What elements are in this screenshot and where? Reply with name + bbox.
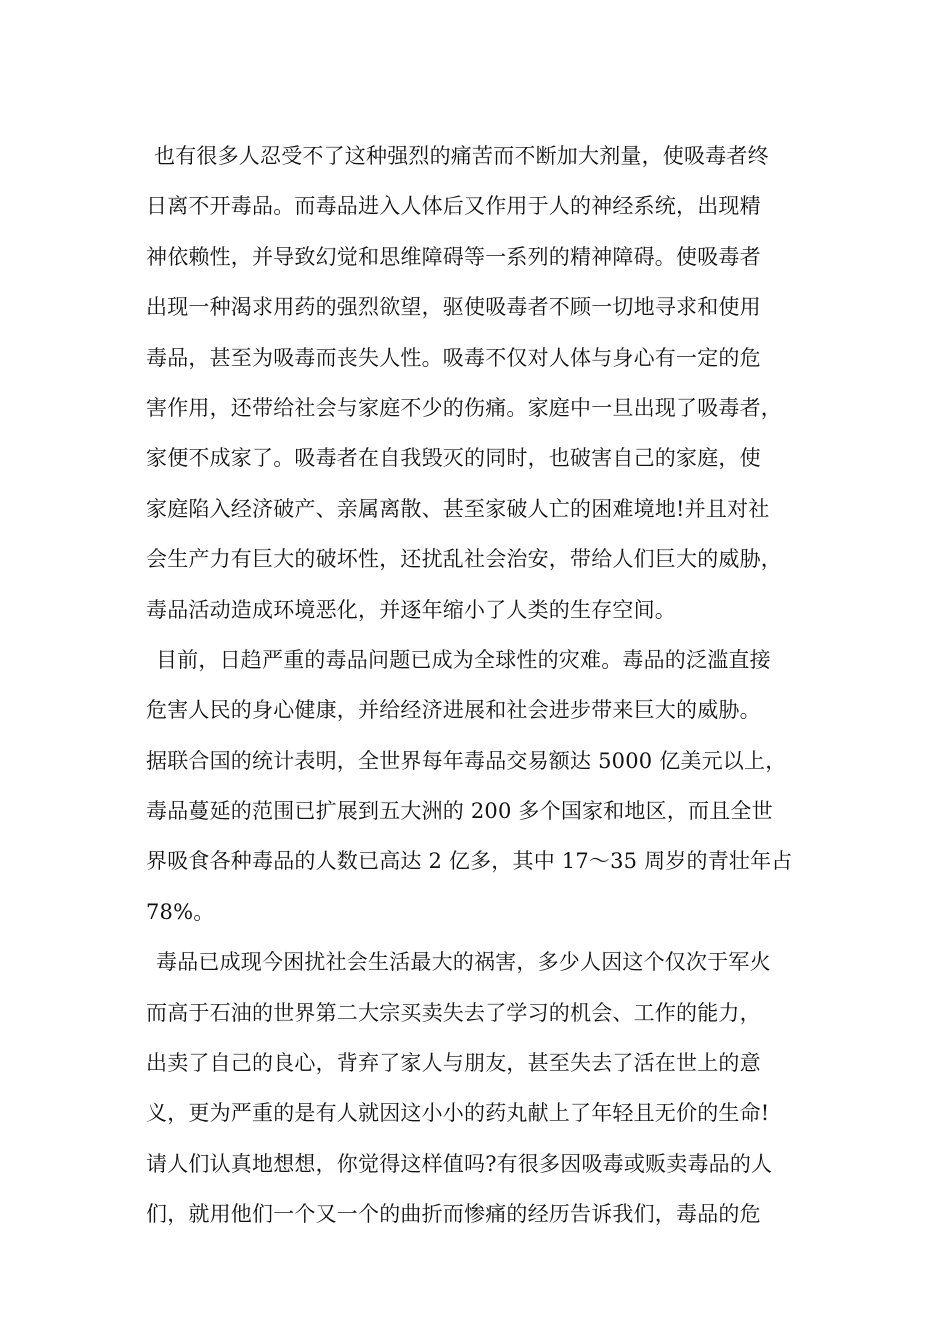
text-line: 日离不开毒品。而毒品进入人体后又作用于人的神经系统，出现精 <box>146 194 761 219</box>
text-line: 毒品，甚至为吸毒而丧失人性。吸毒不仅对人体与身心有一定的危 <box>146 345 761 370</box>
text-line: 毒品蔓延的范围已扩展到五大洲的 200 多个国家和地区，而且全世 <box>146 799 773 824</box>
text-line: 78%。 <box>146 899 215 924</box>
document-body <box>146 131 826 1240</box>
text-line: 害作用，还带给社会与家庭不少的伤痛。家庭中一旦出现了吸毒者， <box>146 395 782 420</box>
text-line: 也有很多人忍受不了这种强烈的痛苦而不断加大剂量，使吸毒者终 <box>154 144 769 168</box>
text-line: 请人们认真地想想，你觉得这样值吗?有很多因吸毒或贩卖毒品的人 <box>146 1151 773 1176</box>
text-line: 神依赖性，并导致幻觉和思维障碍等一系列的精神障碍。使吸毒者 <box>146 244 761 269</box>
text-line: 义，更为严重的是有人就因这小小的药丸献上了年轻且无价的生命! <box>146 1101 770 1126</box>
text-line: 们，就用他们一个又一个的曲折而惨痛的经历告诉我们，毒品的危 <box>146 1202 761 1227</box>
text-line: 出卖了自己的良心，背弃了家人与朋友，甚至失去了活在世上的意 <box>146 1051 761 1076</box>
text-line: 会生产力有巨大的破坏性，还扰乱社会治安，带给人们巨大的威胁， <box>146 547 782 572</box>
text-line: 出现一种渴求用药的强烈欲望，驱使吸毒者不顾一切地寻求和使用 <box>146 295 761 320</box>
text-line: 而高于石油的世界第二大宗买卖失去了学习的机会、工作的能力， <box>146 1000 761 1025</box>
text-line: 家庭陷入经济破产、亲属离散、甚至家破人亡的困难境地!并且对社 <box>146 496 770 521</box>
text-line: 界吸食各种毒品的人数已高达 2 亿多，其中 17～35 周岁的青壮年占 <box>146 849 793 874</box>
text-line: 据联合国的统计表明，全世界每年毒品交易额达 5000 亿美元以上， <box>146 748 787 773</box>
text-line: 家便不成家了。吸毒者在自我毁灭的同时，也破害自己的家庭，使 <box>146 446 761 471</box>
text-line: 目前，日趋严重的毒品问题已成为全球性的灾难。毒品的泛滥直接 <box>156 647 771 672</box>
text-line: 危害人民的身心健康，并给经济进展和社会进步带来巨大的威胁。 <box>146 698 761 723</box>
text-line: 毒品已成现今困扰社会生活最大的祸害，多少人因这个仅次于军火 <box>156 950 771 975</box>
text-line: 毒品活动造成环境恶化，并逐年缩小了人类的生存空间。 <box>146 597 676 622</box>
